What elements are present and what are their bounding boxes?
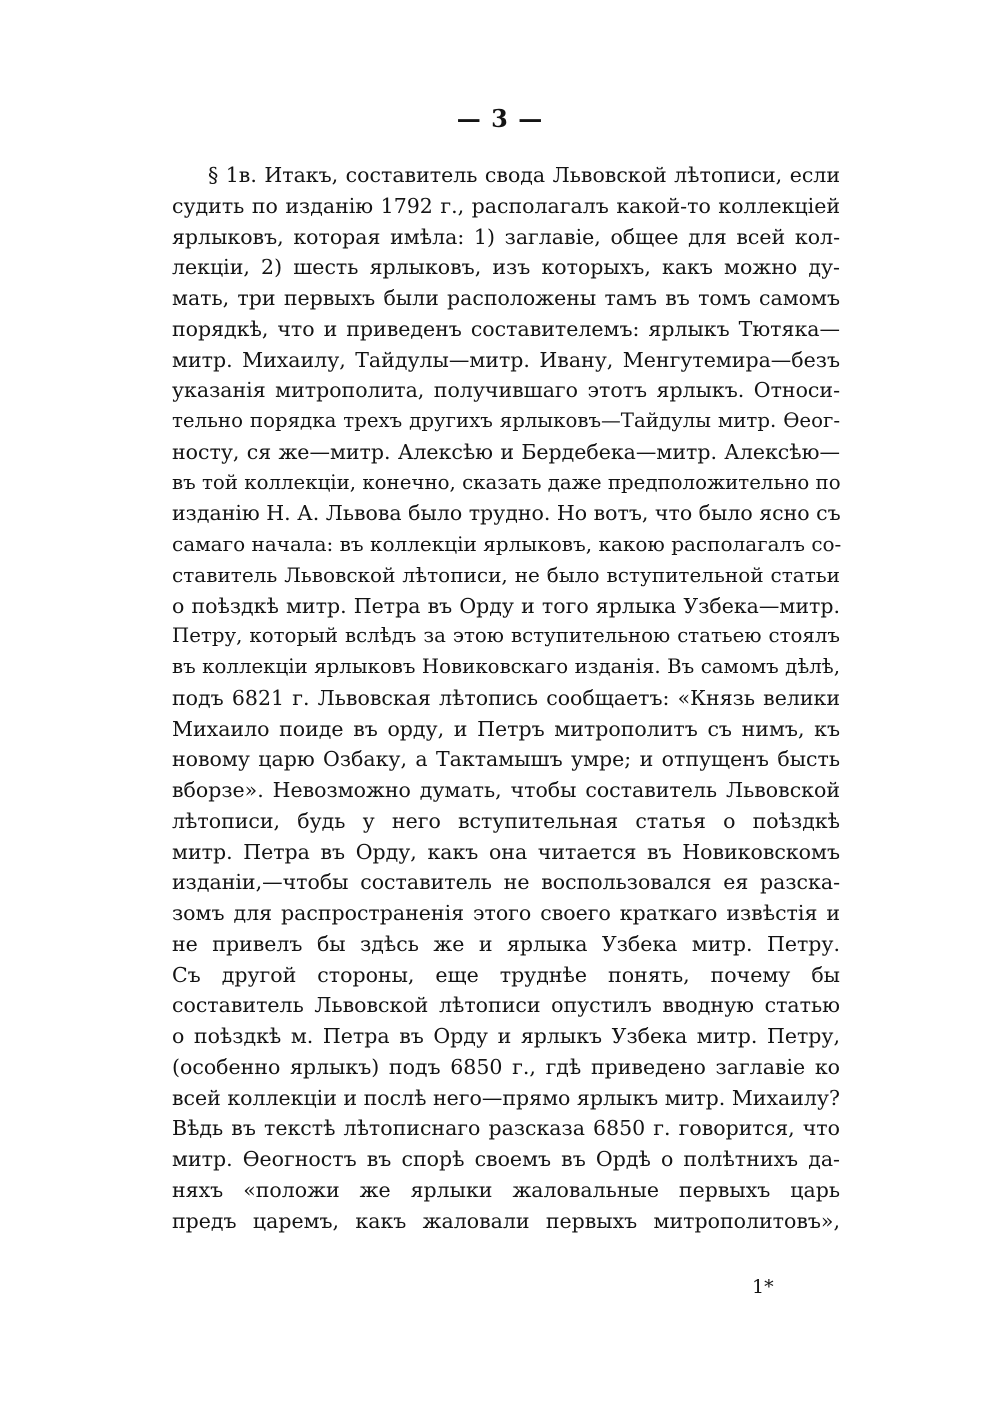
- text-line: не привелъ бы здѣсь же и ярлыка Узбека митр. Петру.: [172, 931, 840, 956]
- text-line: самаго начала: въ коллекціи ярлыковъ, какою располагалъ со-: [172, 532, 842, 556]
- text-line: о поѣздкѣ м. Петра въ Орду и ярлыкъ Узбека митр. Петру,: [172, 1024, 840, 1048]
- text-line: мать, три первыхъ были расположены тамъ въ томъ самомъ: [172, 286, 840, 310]
- text-line: предъ царемъ, какъ жаловали первыхъ митрополитовъ»,: [172, 1208, 840, 1233]
- text-line: тельно порядка трехъ другихъ ярлыковъ—Тайдулы митр. Ѳеог-: [172, 409, 840, 432]
- text-line: ярлыковъ, которая имѣла: 1) заглавіе, общее для всей кол-: [172, 224, 840, 249]
- body-text: [172, 160, 840, 1236]
- text-line: подъ 6821 г. Львовская лѣтопись сообщаетъ: «Князь велики: [172, 685, 840, 710]
- text-line: Петру, который вслѣдъ за этою вступительною статьею стоялъ: [172, 624, 840, 648]
- text-line: изданіи,—чтобы составитель не воспользовался ея разска-: [172, 870, 840, 895]
- text-line: няхъ «положи же ярлыки жаловальные первыхъ царь: [172, 1177, 840, 1202]
- text-line: § 1в. Итакъ, составитель свода Львовской лѣтописи, если: [208, 163, 840, 187]
- text-line: о поѣздкѣ митр. Петра въ Орду и того ярлыка Узбека—митр.: [172, 593, 840, 618]
- text-line: Михаило поиде въ орду, и Петръ митрополитъ съ нимъ, къ: [172, 716, 840, 741]
- text-line: митр. Ѳеогностъ въ спорѣ своемъ въ Ордѣ о полѣтнихъ да-: [172, 1147, 840, 1171]
- text-line: носту, ся же—митр. Алексѣю и Бердебека—митр. Алексѣю—: [172, 439, 840, 464]
- text-line: зомъ для распространенія этого своего краткаго извѣстія и: [172, 901, 840, 925]
- text-line: изданію Н. А. Львова было трудно. Но вотъ, что было ясно съ: [172, 501, 841, 526]
- text-line: Съ другой стороны, еще труднѣе понять, почему бы: [172, 962, 840, 987]
- text-line: въ коллекціи ярлыковъ Новиковскаго изданія. Въ самомъ дѣлѣ,: [172, 655, 840, 678]
- text-line: вборзе». Невозможно думать, чтобы составитель Львовской: [172, 778, 840, 802]
- text-line: новому царю Озбаку, а Тактамышъ умре; и отпущенъ бысть: [172, 747, 840, 772]
- text-line: (особенно ярлыкъ) подъ 6850 г., гдѣ приведено заглавіе ко: [172, 1054, 840, 1079]
- page-number: — 3 —: [456, 104, 544, 133]
- text-line: всей коллекціи и послѣ него—прямо ярлыкъ митр. Михаилу?: [172, 1085, 840, 1110]
- signature-mark: 1*: [752, 1276, 774, 1298]
- text-line: въ той коллекціи, конечно, сказать даже предположительно по: [172, 470, 841, 494]
- text-line: составитель Львовской лѣтописи опустилъ вводную статью: [172, 993, 840, 1018]
- text-line: лѣтописи, будь у него вступительная статья о поѣздкѣ: [172, 808, 840, 833]
- text-line: порядкѣ, что и приведенъ составителемъ: ярлыкъ Тютяка—: [172, 316, 840, 341]
- text-line: судить по изданію 1792 г., располагалъ какой-то коллекціей: [172, 193, 840, 218]
- text-line: Вѣдь въ текстѣ лѣтописнаго разсказа 6850 г. говорится, что: [172, 1116, 840, 1141]
- text-line: лекціи, 2) шесть ярлыковъ, изъ которыхъ, какъ можно ду-: [172, 255, 840, 280]
- text-line: ставитель Львовской лѣтописи, не было вступительной статьи: [172, 562, 840, 587]
- text-line: указанія митрополита, получившаго этотъ ярлыкъ. Относи-: [172, 378, 840, 403]
- text-line: митр. Михаилу, Тайдулы—митр. Ивану, Менгутемира—безъ: [172, 347, 840, 372]
- text-line: митр. Петра въ Орду, какъ она читается въ Новиковскомъ: [172, 839, 840, 864]
